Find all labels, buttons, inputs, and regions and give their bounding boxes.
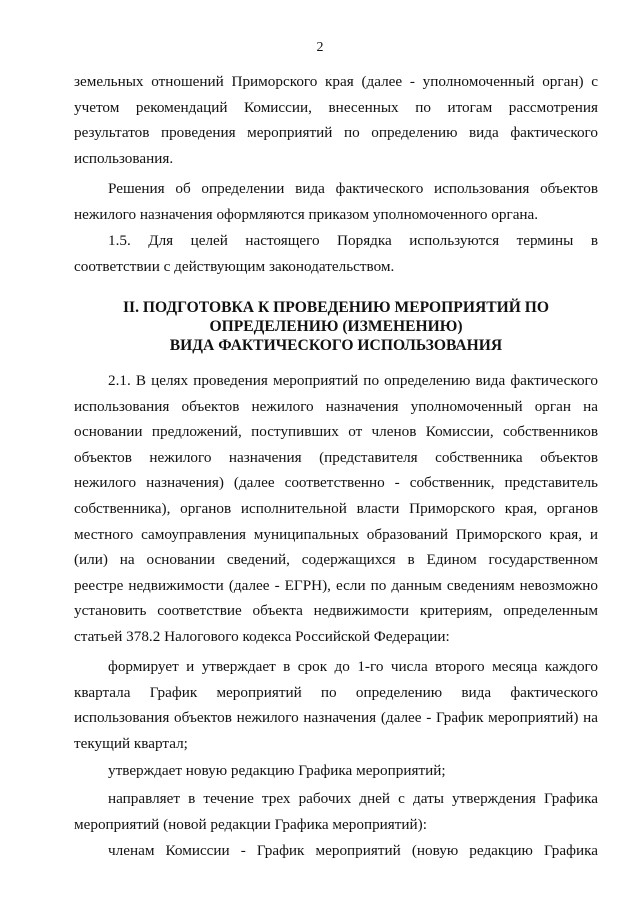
text-line: соответствии с действующим законодательством. — [74, 257, 395, 275]
text-line: нежилого назначения) (далее соответственно - собственник, представитель — [74, 474, 598, 492]
text-line: членам Комиссии - График мероприятий (новую редакцию Графика — [108, 842, 598, 859]
text-line: использования объектов нежилого назначения уполномоченный орган на — [74, 397, 598, 415]
section-heading — [74, 298, 598, 355]
heading-line: ВИДА ФАКТИЧЕСКОГО ИСПОЛЬЗОВАНИЯ — [169, 337, 503, 354]
heading-line: ОПРЕДЕЛЕНИЮ (ИЗМЕНЕНИЮ) — [209, 318, 463, 335]
paragraph-1-5 — [74, 228, 598, 279]
text-line: 2.1. В целях проведения мероприятий по определению вида фактического — [108, 372, 598, 389]
paragraph-decisions — [74, 176, 598, 227]
text-line: учетом рекомендаций Комиссии, внесенных по итогам рассмотрения — [74, 98, 598, 116]
text-line: направляет в течение трех рабочих дней с даты утверждения Графика — [108, 790, 598, 807]
paragraph-continuation — [74, 69, 598, 171]
heading-line: II. ПОДГОТОВКА К ПРОВЕДЕНИЮ МЕРОПРИЯТИЙ ПО — [122, 299, 550, 316]
text-line: утверждает новую редакцию Графика мероприятий; — [108, 762, 446, 779]
text-line: установить соответствие объекта недвижимости критериям, определенным — [74, 602, 598, 620]
paragraph-new-edition — [74, 758, 598, 784]
text-line: местного самоуправления муниципальных образований Приморского края, и — [74, 525, 598, 543]
paragraph-2-1 — [74, 368, 598, 650]
text-line: 1.5. Для целей настоящего Порядка используются термины в — [108, 232, 598, 249]
paragraph-sends — [74, 786, 598, 837]
text-line: (или) на основании сведений, содержащихся в Едином государственном — [74, 551, 598, 569]
paragraph-forms-schedule — [74, 654, 598, 756]
text-line: статьей 378.2 Налогового кодекса Российской Федерации: — [74, 627, 450, 645]
text-line: текущий квартал; — [74, 734, 188, 752]
text-line: основании предложений, поступивших от членов Комиссии, собственников — [74, 423, 598, 441]
text-line: использования. — [74, 149, 174, 167]
text-line: нежилого назначения оформляются приказом уполномоченного органа. — [74, 205, 539, 223]
text-line: формирует и утверждает в срок до 1-го числа второго месяца каждого — [108, 658, 598, 675]
text-line: реестре недвижимости (далее - ЕГРН), если по данным сведениям невозможно — [74, 576, 598, 594]
text-line: собственника), органов исполнительной власти Приморского края, органов — [74, 499, 598, 517]
text-line: Решения об определении вида фактического использования объектов — [108, 180, 598, 197]
text-line: мероприятий (новой редакции Графика мероприятий): — [74, 815, 427, 833]
paragraph-commission-members — [74, 838, 598, 864]
text-line: объектов нежилого назначения (представителя собственника объектов — [74, 448, 598, 466]
text-line: квартала График мероприятий по определению вида фактического — [74, 683, 598, 701]
text-line: использования объектов нежилого назначения (далее - График мероприятий) на — [74, 709, 598, 727]
text-line: результатов проведения мероприятий по определению вида фактического — [74, 124, 598, 142]
page-number: 2 — [316, 40, 324, 55]
text-line: земельных отношений Приморского края (далее - уполномоченный орган) с — [74, 73, 598, 90]
